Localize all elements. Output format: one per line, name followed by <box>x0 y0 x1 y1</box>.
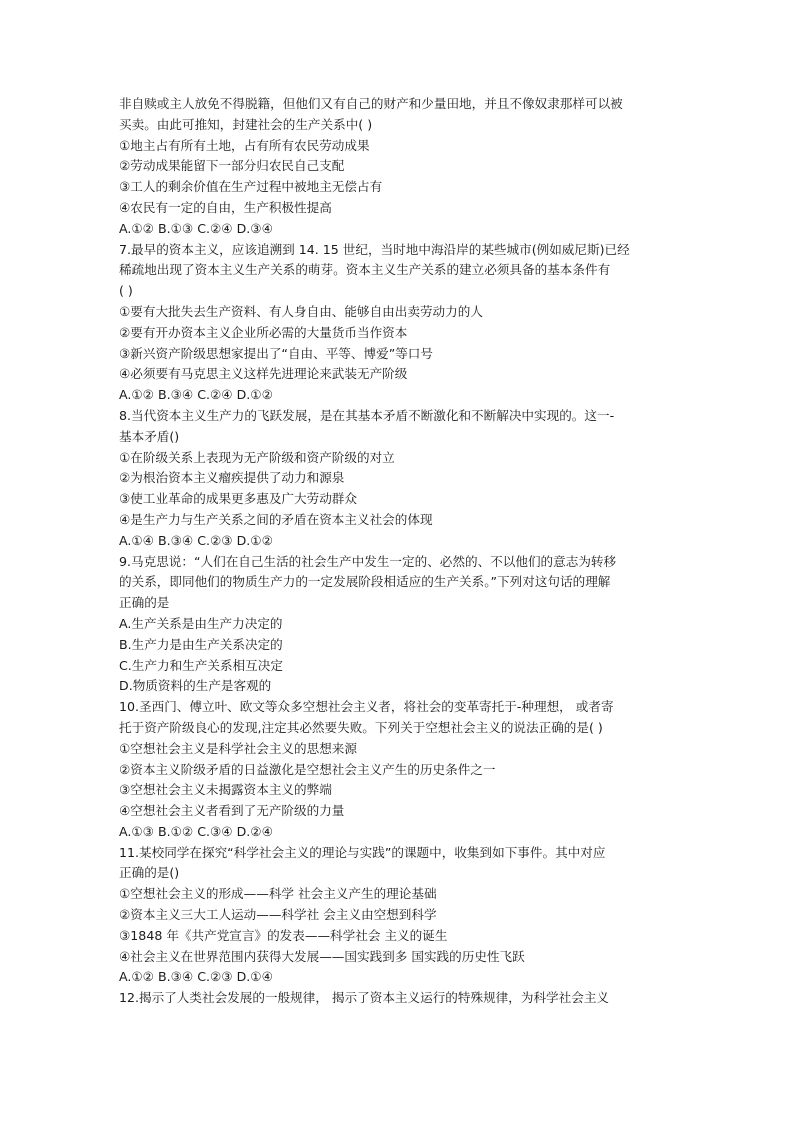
text-line: 9.马克思说：“人们在自己生活的社会生产中发生一定的、必然的、不以他们的意志为转移 <box>119 553 617 569</box>
text-line: 7.最早的资本主义，应该追溯到 14. 15 世纪，当时地中海沿岸的某些城市(例如威尼斯)已经 <box>119 241 630 257</box>
text-line: ①在阶级关系上表现为无产阶级和资产阶级的对立 <box>119 449 395 465</box>
text-line: 11.某校同学在探究“科学社会主义的理论与实践”的课题中，收集到如下事件。其中对应 <box>119 844 606 860</box>
text-line: ②为根治资本主义瘤疾提供了动力和源泉 <box>119 470 345 486</box>
text-line: ②资本主义三大工人运动——科学社 会主义由空想到科学 <box>119 907 437 923</box>
text-line: ( ) <box>119 283 133 299</box>
text-line: 12.揭示了人类社会发展的一般规律， 揭示了资本主义运行的特殊规律，为科学社会主义 <box>119 990 610 1006</box>
text-line: 正确的是 <box>119 595 170 611</box>
text-line: ③工人的剩余价值在生产过程中被地主无偿占有 <box>119 179 383 195</box>
text-line: 买卖。由此可推知，封建社会的生产关系中( ) <box>119 116 373 132</box>
document-body <box>119 94 679 1009</box>
text-line: 8.当代资本主义生产力的飞跃发展，是在其基本矛盾不断激化和不断解决中实现的。这一- <box>119 407 615 423</box>
text-line: 基本矛盾() <box>119 428 180 444</box>
text-line: A.生产关系是由生产力决定的 <box>119 615 283 631</box>
text-line: 托于资产阶级良心的发现,注定其必然要失败。下列关于空想社会主义的说法正确的是( ) <box>119 719 603 735</box>
text-line: A.①③ B.①② C.③④ D.②④ <box>119 823 273 839</box>
text-line: ④社会主义在世界范围内获得大发展——国实践到多 国实践的历史性飞跃 <box>119 948 525 964</box>
text-line: ③新兴资产阶级思想家提出了“自由、平等、博爱”等口号 <box>119 345 433 361</box>
text-line: ②劳动成果能留下一部分归农民自己支配 <box>119 158 345 174</box>
text-line: A.①② B.③④ C.②③ D.①④ <box>119 969 273 985</box>
text-line: ②要有开办资本主义企业所必需的大量货币当作资本 <box>119 324 408 340</box>
text-line: 正确的是() <box>119 865 180 881</box>
text-line: ①要有大批失去生产资料、有人身自由、能够自由出卖劳动力的人 <box>119 303 483 319</box>
text-line: ③1848 年《共产党宣言》的发表——科学社会 主义的诞生 <box>119 927 448 943</box>
text-line: ④空想社会主义者看到了无产阶级的力量 <box>119 803 345 819</box>
text-line: A.①② B.③④ C.②④ D.①② <box>119 387 273 403</box>
text-line: 10.圣西门、傅立叶、欧文等众多空想社会主义者，将社会的变革寄托于-种理想， 或者寄 <box>119 699 614 715</box>
text-line: A.①④ B.③④ C.②③ D.①② <box>119 532 273 548</box>
text-line: ①空想社会主义的形成——科学 社会主义产生的理论基础 <box>119 886 437 902</box>
text-line: D.物质资料的生产是客观的 <box>119 678 272 694</box>
text-line: ④必须要有马克思主义这样先进理论来武装无产阶级 <box>119 366 408 382</box>
text-line: ③空想社会主义未揭露资本主义的弊端 <box>119 782 332 798</box>
text-line: ④是生产力与生产关系之间的矛盾在资本主义社会的体现 <box>119 511 433 527</box>
text-line: A.①② B.①③ C.②④ D.③④ <box>119 220 273 236</box>
text-line: ③使工业革命的成果更多惠及广大劳动群众 <box>119 491 357 507</box>
text-line: ④农民有一定的自由，生产积极性提高 <box>119 199 332 215</box>
text-line: 非自赎或主人放免不得脱籍，但他们又有自己的财产和少量田地，并且不像奴隶那样可以被 <box>119 96 623 111</box>
text-line: B.生产力是由生产关系决定的 <box>119 636 283 652</box>
text-line: C.生产力和生产关系相互决定 <box>119 657 283 673</box>
text-line: ②资本主义阶级矛盾的日益激化是空想社会主义产生的历史条件之一 <box>119 761 496 777</box>
text-line: ①空想社会主义是科学社会主义的思想来源 <box>119 740 357 756</box>
text-line: 稀疏地出现了资本主义生产关系的萌芽。资本主义生产关系的建立必须具备的基本条件有 <box>119 262 611 278</box>
text-line: 的关系，即同他们的物质生产力的一定发展阶段相适应的生产关系。”下列对这句话的理解 <box>119 574 611 590</box>
text-line: ①地主占有所有土地，占有所有农民劳动成果 <box>119 137 370 153</box>
